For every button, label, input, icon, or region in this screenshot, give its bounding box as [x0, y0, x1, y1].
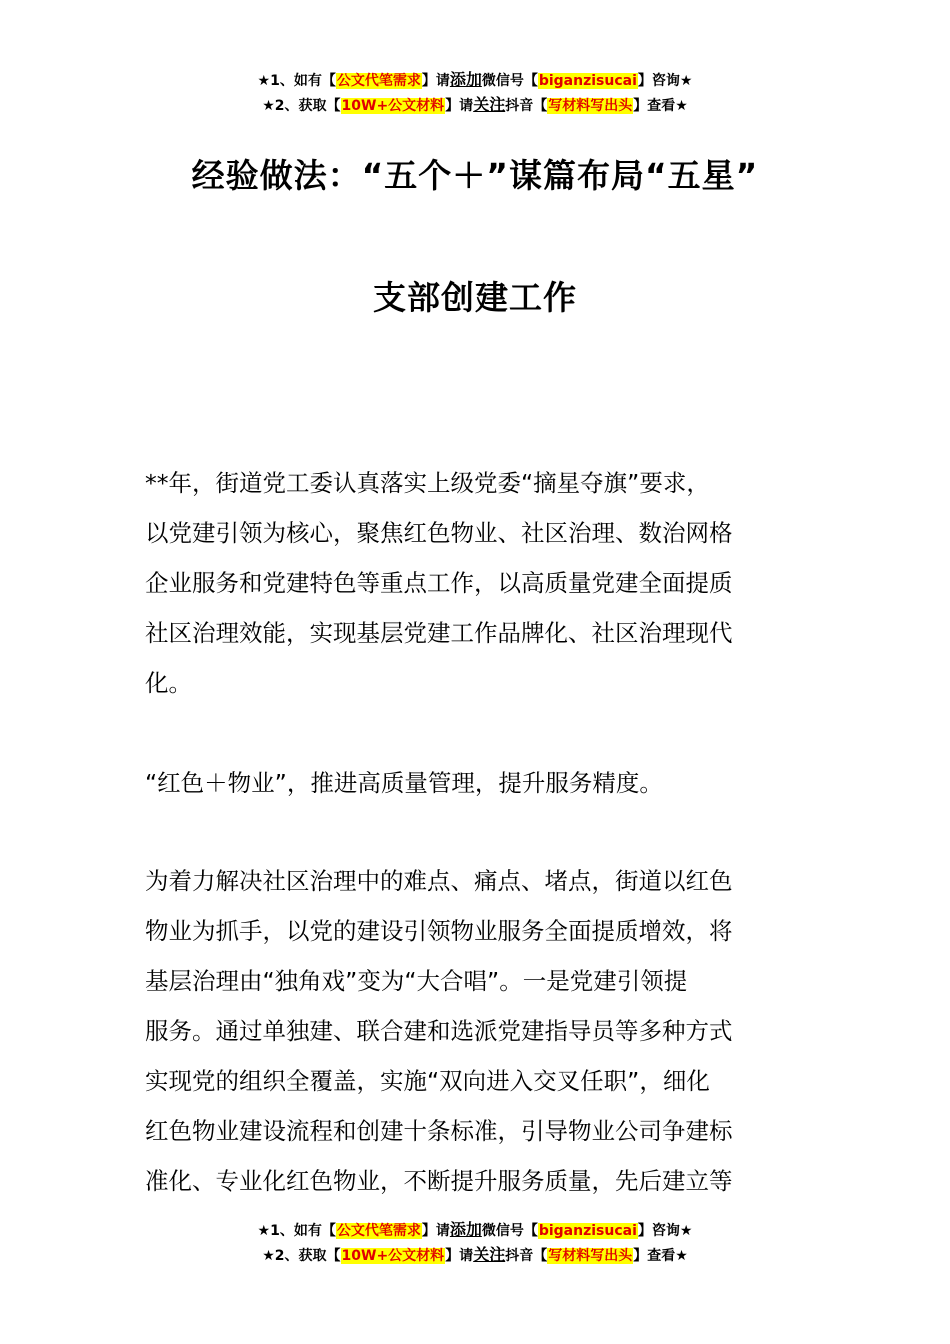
promo-line-1	[0, 68, 950, 93]
promo-text: 】请	[421, 1223, 450, 1239]
document-title-line-2: 支部创建工作	[373, 278, 577, 317]
promo-text: 】请	[445, 1248, 474, 1264]
promo-highlight: 10W+公文材料	[341, 98, 445, 114]
promo-underline: 添加	[449, 1220, 482, 1239]
text-line: 为着力解决社区治理中的难点、痛点、堵点，街道以红色	[145, 867, 733, 895]
promo-text: 】请	[445, 98, 474, 114]
document-title-line-1: 经验做法：“五个＋”谋篇布局“五星”	[191, 156, 759, 195]
text-line: 社区治理效能，实现基层党建工作品牌化、社区治理现代	[145, 619, 733, 647]
text-line: 化。	[145, 669, 192, 697]
promo-suffix: 】查看★	[633, 1248, 688, 1264]
promo-underline: 关注	[473, 95, 506, 114]
promo-line-1	[0, 1218, 950, 1243]
text-line: “红色＋物业”，推进高质量管理，提升服务精度。	[145, 769, 663, 797]
promo-suffix: 】查看★	[633, 98, 688, 114]
text-line: 准化、专业化红色物业，不断提升服务质量，先后建立等	[145, 1167, 733, 1195]
paragraph-red-property	[145, 856, 810, 1206]
promo-suffix: 】咨询★	[637, 1223, 693, 1239]
promo-suffix: 】咨询★	[637, 73, 693, 89]
promo-text: 抖音【	[505, 98, 548, 114]
promo-prefix: ★1、如有【	[257, 1223, 336, 1239]
text-line: 实现党的组织全覆盖，实施“双向进入交叉任职”，细化	[145, 1067, 710, 1095]
promo-wechat-id: biganzisucai	[538, 73, 637, 89]
promo-line-2	[0, 93, 950, 118]
text-line: 红色物业建设流程和创建十条标准，引导物业公司争建标	[145, 1117, 733, 1145]
promo-text: 微信号【	[481, 1223, 538, 1239]
promo-prefix: ★2、获取【	[262, 98, 341, 114]
text-line: 以党建引领为核心，聚焦红色物业、社区治理、数治网格	[145, 519, 733, 547]
text-line: 物业为抓手，以党的建设引领物业服务全面提质增效，将	[145, 917, 733, 945]
text-line: 基层治理由“独角戏”变为“大合唱”。一是党建引领提	[145, 967, 688, 995]
promo-line-2	[0, 1243, 950, 1268]
promo-highlight: 10W+公文材料	[341, 1248, 445, 1264]
promo-highlight: 公文代笔需求	[336, 73, 421, 89]
promo-wechat-id: biganzisucai	[538, 1223, 637, 1239]
section-heading	[145, 758, 810, 808]
text-line: **年，街道党工委认真落实上级党委“摘星夺旗”要求，	[145, 469, 710, 497]
promo-text: 】请	[421, 73, 450, 89]
promo-banner-bottom	[0, 1218, 950, 1268]
promo-douyin-id: 写材料写出头	[548, 1248, 633, 1264]
promo-prefix: ★1、如有【	[257, 73, 336, 89]
promo-banner-top	[0, 68, 950, 118]
promo-text: 抖音【	[505, 1248, 548, 1264]
paragraph-intro	[145, 458, 810, 708]
promo-highlight: 公文代笔需求	[336, 1223, 421, 1239]
promo-text: 微信号【	[481, 73, 538, 89]
promo-underline: 关注	[473, 1245, 506, 1264]
promo-underline: 添加	[449, 70, 482, 89]
text-line: 服务。通过单独建、联合建和选派党建指导员等多种方式	[145, 1017, 733, 1045]
promo-douyin-id: 写材料写出头	[548, 98, 633, 114]
text-line: 企业服务和党建特色等重点工作，以高质量党建全面提质	[145, 569, 733, 597]
promo-prefix: ★2、获取【	[262, 1248, 341, 1264]
